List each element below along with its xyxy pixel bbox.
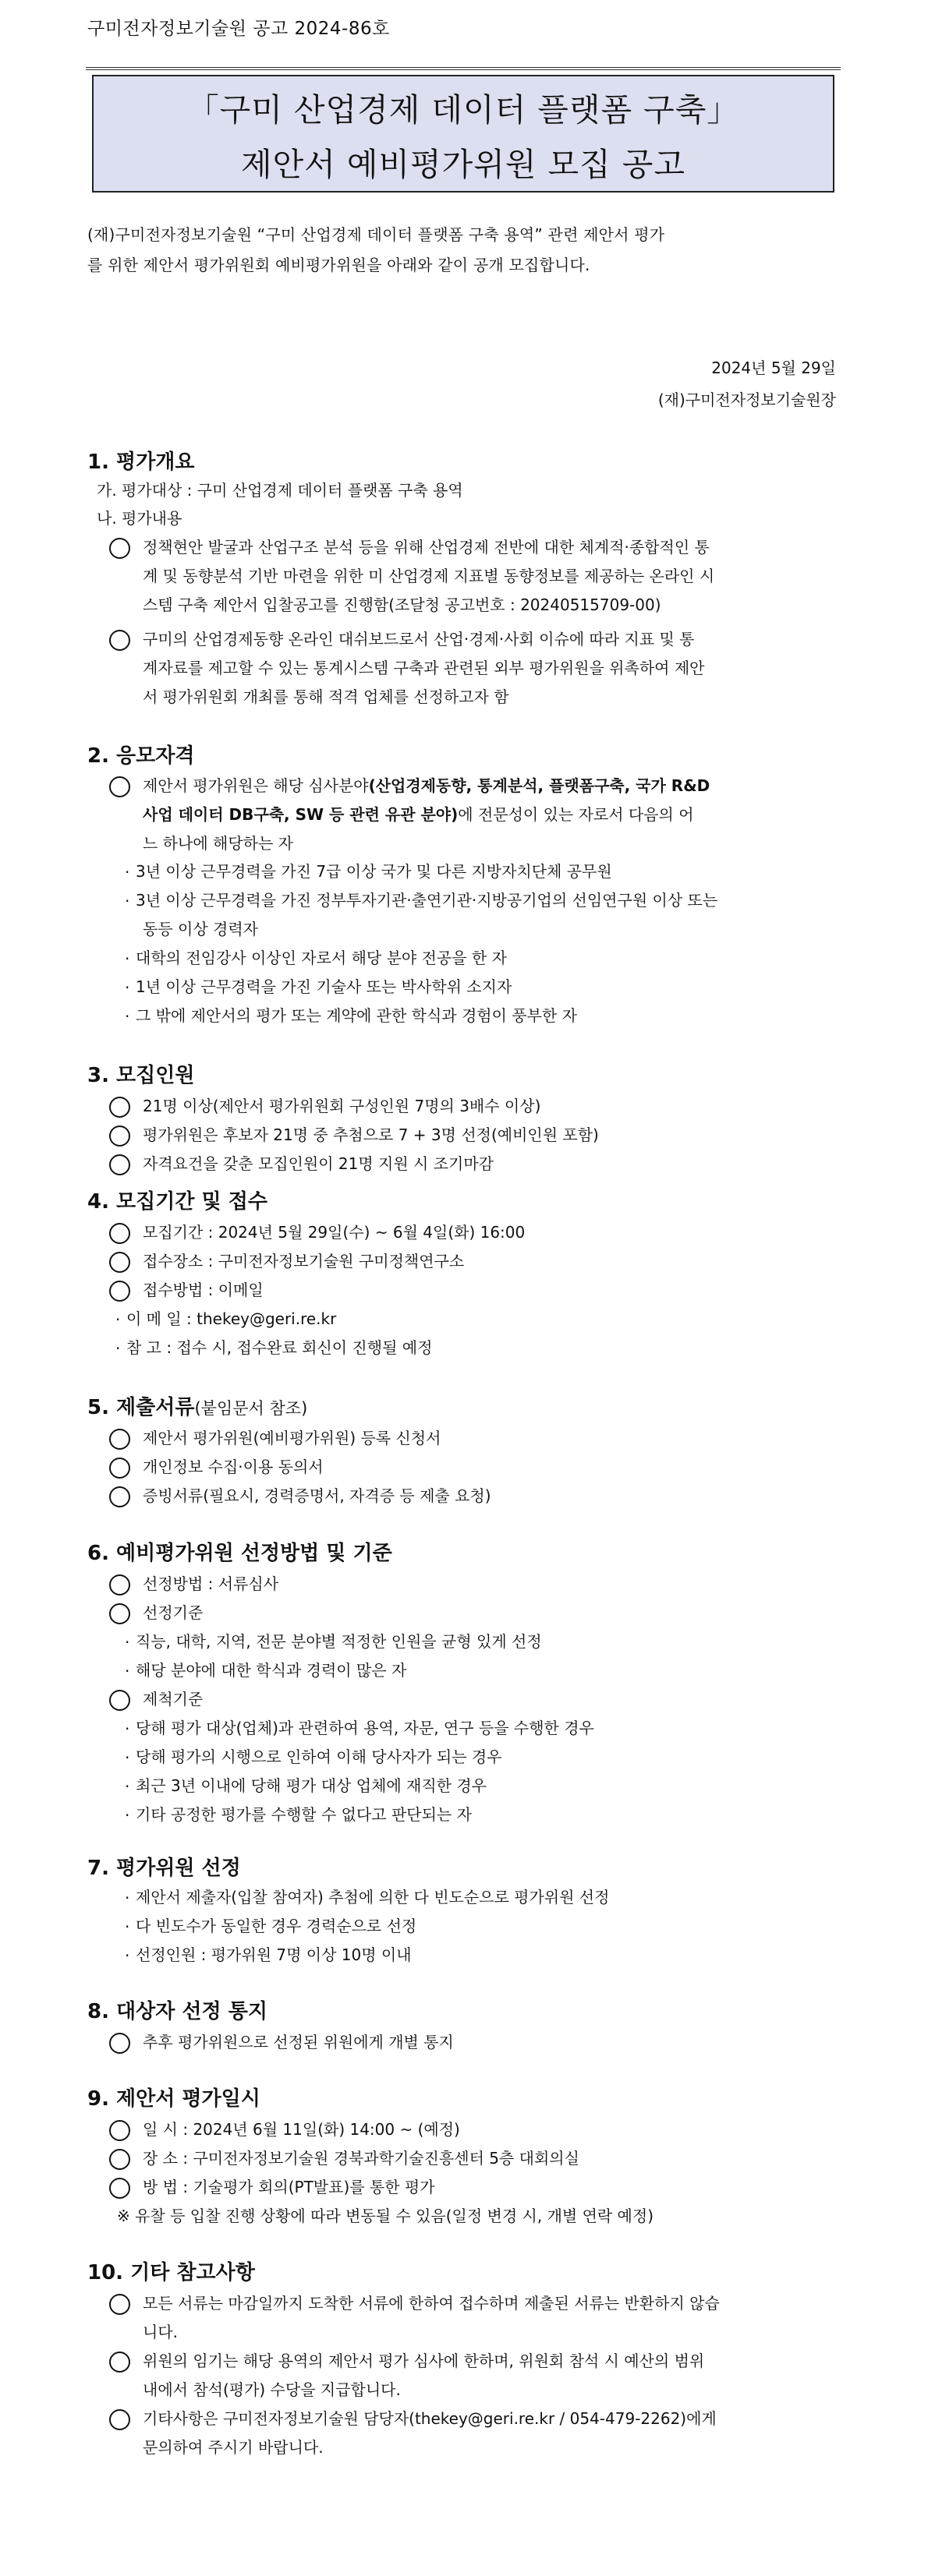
s8-c1: 추후 평가위원으로 선정된 위원에게 개별 통지: [143, 2033, 454, 2051]
s1-c1-line-3: 스템 구축 제안서 입찰공고를 진행함(조달청 공고번호 : 20240515709-00): [143, 595, 661, 614]
circle-bullet-icon: [109, 1097, 130, 1118]
s7-d2: 다 빈도수가 동일한 경우 경력순으로 선정: [136, 1917, 417, 1935]
s9-note: ※ 유찰 등 입찰 진행 상황에 따라 변동될 수 있음(일정 변경 시, 개별 연락 예정): [117, 2207, 654, 2225]
s6-d3: 당해 평가 대상(업체)과 관련하여 용역, 자문, 연구 등을 수행한 경우: [136, 1719, 594, 1737]
circle-bullet-icon: [109, 1154, 130, 1175]
section-8-title: 8. 대상자 선정 통지: [87, 2000, 267, 2023]
s5-c2: 개인정보 수집·이용 동의서: [143, 1458, 324, 1476]
circle-bullet-icon: [109, 2294, 130, 2315]
circle-bullet-icon: [109, 1690, 130, 1711]
section-2-title: 2. 응모자격: [87, 744, 195, 768]
s2-d3: 대학의 전임강사 이상인 자로서 해당 분야 전공을 한 자: [136, 949, 507, 967]
section-10-title: 10. 기타 참고사항: [87, 2261, 255, 2284]
middle-dot-icon: ·: [125, 863, 130, 882]
document-number: 구미전자정보기술원 공고 2024-86호: [87, 19, 390, 39]
s4-c2: 접수장소 : 구미전자정보기술원 구미정책연구소: [143, 1252, 465, 1270]
s4-note: 참 고 : 접수 시, 접수완료 회신이 진행될 예정: [126, 1338, 433, 1357]
s7-d3: 선정인원 : 평가위원 7명 이상 10명 이내: [136, 1945, 412, 1964]
title-box: [92, 75, 834, 193]
middle-dot-icon: ·: [125, 1917, 130, 1936]
s6-d6: 기타 공정한 평가를 수행할 수 없다고 판단되는 자: [136, 1805, 472, 1824]
intro-line-1: (재)구미전자정보기술원 “구미 산업경제 데이터 플랫폼 구축 용역” 관련 제안서 평가: [87, 225, 665, 244]
circle-bullet-icon: [109, 1252, 130, 1273]
circle-bullet-icon: [109, 2033, 130, 2054]
s9-c3: 방 법 : 기술평가 회의(PT발표)를 통한 평가: [143, 2178, 435, 2196]
section-4-title: 4. 모집기간 및 접수: [87, 1190, 267, 1214]
circle-bullet-icon: [109, 1603, 130, 1624]
section-9-title: 9. 제안서 평가일시: [87, 2087, 260, 2111]
section-5-note: (붙임문서 참조): [194, 1399, 308, 1418]
s10-c2-line-1: 위원의 임기는 해당 용역의 제안서 평가 심사에 한하며, 위원회 참석 시 예산의 범위: [143, 2352, 705, 2370]
middle-dot-icon: ·: [125, 1748, 130, 1767]
s1-c2-line-1: 구미의 산업경제동향 온라인 대쉬보드로서 산업·경제·사회 이슈에 따라 지표 및 통: [143, 630, 695, 648]
s1-c2-line-2: 계자료를 제고할 수 있는 통계시스템 구축과 관련된 외부 평가위원을 위촉하여 제안: [143, 659, 705, 677]
s6-d2: 해당 분야에 대한 학식과 경력이 많은 자: [136, 1661, 407, 1680]
s10-c2-line-2: 내에서 참석(평가) 수당을 지급합니다.: [143, 2380, 401, 2399]
s1-c1-line-1: 정책현안 발굴과 산업구조 분석 등을 위해 산업경제 전반에 대한 체계적·종합적인 통: [143, 538, 710, 557]
circle-bullet-icon: [109, 1574, 130, 1595]
section-5-title: 5. 제출서류(붙임문서 참조): [87, 1396, 308, 1419]
s4-email: 이 메 일 : thekey@geri.re.kr: [126, 1309, 337, 1328]
s10-c1-line-1: 모든 서류는 마감일까지 도착한 서류에 한하여 접수하며 제출된 서류는 반환하지 않습: [143, 2294, 720, 2313]
circle-bullet-icon: [109, 1486, 130, 1507]
middle-dot-icon: ·: [115, 1339, 121, 1358]
circle-bullet-icon: [109, 2149, 130, 2170]
s5-c1: 제안서 평가위원(예비평가위원) 등록 신청서: [143, 1429, 441, 1447]
circle-bullet-icon: [109, 2409, 130, 2430]
section-3-title: 3. 모집인원: [87, 1064, 195, 1087]
s6-d1: 직능, 대학, 지역, 전문 분야별 적정한 인원을 균형 있게 선정: [136, 1632, 542, 1651]
s6-d4: 당해 평가의 시행으로 인하여 이해 당사자가 되는 경우: [136, 1747, 502, 1766]
s3-c1: 21명 이상(제안서 평가위원회 구성인원 7명의 3배수 이상): [143, 1097, 541, 1115]
circle-bullet-icon: [109, 1281, 130, 1302]
s6-c3: 제척기준: [143, 1690, 204, 1708]
s2-d4: 1년 이상 근무경력을 가진 기술사 또는 박사학위 소지자: [136, 977, 512, 996]
middle-dot-icon: ·: [125, 1889, 130, 1907]
s2-d2-line-1: 3년 이상 근무경력을 가진 정부투자기관·출연기관·지방공기업의 선임연구원 이상 또는: [136, 891, 718, 910]
s10-c3-line-2: 문의하여 주시기 바랍니다.: [143, 2438, 324, 2457]
s1-item-b: 나. 평가내용: [97, 509, 182, 528]
section-1-title: 1. 평가개요: [87, 451, 195, 474]
s2-d5: 그 밖에 제안서의 평가 또는 계약에 관한 학식과 경험이 풍부한 자: [136, 1006, 577, 1025]
s9-c2: 장 소 : 구미전자정보기술원 경북과학기술진흥센터 5층 대회의실: [143, 2149, 579, 2168]
middle-dot-icon: ·: [125, 1777, 130, 1796]
s5-c3: 증빙서류(필요시, 경력증명서, 자격증 등 제출 요청): [143, 1486, 491, 1505]
middle-dot-icon: ·: [115, 1310, 121, 1329]
s6-d5: 최근 3년 이내에 당해 평가 대상 업체에 재직한 경우: [136, 1776, 487, 1795]
header-divider: [86, 67, 841, 70]
middle-dot-icon: ·: [125, 1806, 130, 1825]
circle-bullet-icon: [109, 2178, 130, 2199]
s4-c3: 접수방법 : 이메일: [143, 1281, 264, 1299]
title-line-2: 제안서 예비평가위원 모집 공고: [241, 146, 685, 183]
middle-dot-icon: ·: [125, 1662, 130, 1680]
s6-c2: 선정기준: [143, 1603, 204, 1622]
middle-dot-icon: ·: [125, 949, 130, 968]
section-6-title: 6. 예비평가위원 선정방법 및 기준: [87, 1542, 392, 1565]
s2-c1-line-1: 제안서 평가위원은 해당 심사분야(산업경제동향, 통계분석, 플랫폼구축, 국가 R&D: [143, 776, 710, 795]
s4-c1: 모집기간 : 2024년 5월 29일(수) ~ 6월 4일(화) 16:00: [143, 1223, 526, 1242]
circle-bullet-icon: [109, 1458, 130, 1479]
middle-dot-icon: ·: [125, 1007, 130, 1026]
circle-bullet-icon: [109, 1125, 130, 1147]
circle-bullet-icon: [109, 538, 130, 559]
s3-c3: 자격요건을 갖춘 모집인원이 21명 지원 시 조기마감: [143, 1154, 494, 1173]
title-line-1: 「구미 산업경제 데이터 플랫폼 구축」: [186, 91, 740, 129]
circle-bullet-icon: [109, 776, 130, 797]
section-7-title: 7. 평가위원 선정: [87, 1857, 241, 1880]
s10-c3-line-1: 기타사항은 구미전자정보기술원 담당자(thekey@geri.re.kr / 054-479-2262)에게: [143, 2409, 717, 2428]
circle-bullet-icon: [109, 1429, 130, 1450]
intro-line-2: 를 위한 제안서 평가위원회 예비평가위원을 아래와 같이 공개 모집합니다.: [87, 256, 590, 274]
s2-c1-line-2: 사업 데이터 DB구축, SW 등 관련 유관 분야)에 전문성이 있는 자로서 다음의 어: [143, 805, 694, 824]
s7-d1: 제안서 제출자(입찰 참여자) 추첨에 의한 다 빈도순으로 평가위원 선정: [136, 1888, 610, 1906]
s6-c1: 선정방법 : 서류심사: [143, 1574, 279, 1593]
announcement-date: 2024년 5월 29일: [711, 359, 836, 377]
middle-dot-icon: ·: [125, 1633, 130, 1652]
s9-c1: 일 시 : 2024년 6월 11일(화) 14:00 ~ (예정): [143, 2120, 460, 2139]
s10-c1-line-2: 니다.: [143, 2323, 178, 2341]
s1-item-a: 가. 평가대상 : 구미 산업경제 데이터 플랫폼 구축 용역: [97, 481, 463, 500]
issuer-name: (재)구미전자정보기술원장: [657, 390, 836, 409]
circle-bullet-icon: [109, 1223, 130, 1244]
s3-c2: 평가위원은 후보자 21명 중 추첨으로 7 + 3명 선정(예비인원 포함): [143, 1125, 599, 1144]
middle-dot-icon: ·: [125, 892, 130, 910]
s1-c1-line-2: 계 및 동향분석 기반 마련을 위한 미 산업경제 지표별 동향정보를 제공하는 온라인 시: [143, 567, 715, 585]
circle-bullet-icon: [109, 2120, 130, 2141]
intro-paragraph: [87, 220, 841, 281]
s1-c2-line-3: 서 평가위원회 개최를 통해 적격 업체를 선정하고자 함: [143, 687, 509, 706]
s2-d2-line-2: 동등 이상 경력자: [143, 920, 258, 938]
circle-bullet-icon: [109, 2352, 130, 2373]
middle-dot-icon: ·: [125, 1719, 130, 1738]
s2-d1: 3년 이상 근무경력을 가진 7급 이상 국가 및 다른 지방자치단체 공무원: [136, 862, 612, 881]
middle-dot-icon: ·: [125, 978, 130, 997]
circle-bullet-icon: [109, 630, 130, 651]
s2-c1-line-3: 느 하나에 해당하는 자: [143, 834, 293, 853]
middle-dot-icon: ·: [125, 1946, 130, 1965]
